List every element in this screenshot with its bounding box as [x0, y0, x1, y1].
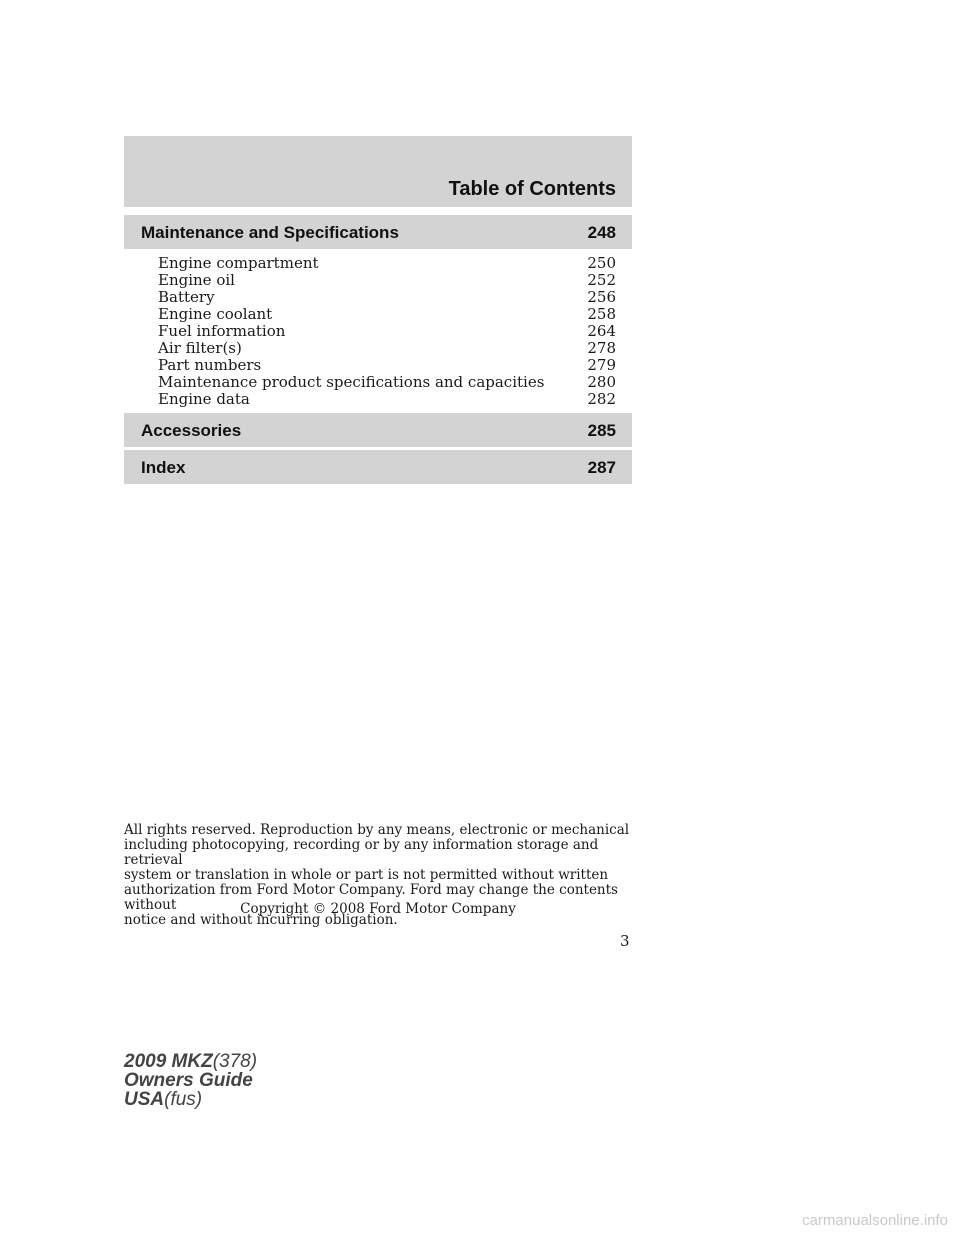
section-title: Index	[141, 458, 186, 477]
section-accessories[interactable]	[124, 413, 632, 447]
entry-page: 250	[587, 254, 616, 272]
entry-label: Maintenance product specifications and capacities	[158, 373, 545, 391]
entry-page: 282	[587, 390, 616, 408]
section-page: 285	[587, 421, 616, 440]
section-page: 287	[587, 458, 616, 477]
toc-entry[interactable]	[158, 323, 616, 340]
footer-market-code: (fus)	[164, 1089, 203, 1110]
toc-entry[interactable]	[158, 306, 616, 323]
toc-entry[interactable]	[158, 255, 616, 272]
footer-market: USA	[124, 1089, 165, 1110]
footer-model-code: (378)	[212, 1051, 258, 1072]
entry-page: 264	[587, 322, 616, 340]
entry-label: Air filter(s)	[158, 339, 242, 357]
toc-entry-list	[158, 255, 616, 408]
copyright-line: including photocopying, recording or by any information storage and retrieval	[124, 837, 599, 868]
entry-page: 252	[587, 271, 616, 289]
entry-page: 280	[587, 373, 616, 391]
document-footer	[124, 1052, 257, 1109]
entry-label: Battery	[158, 288, 215, 306]
copyright-line: system or translation in whole or part is not permitted without written	[124, 867, 609, 883]
entry-label: Engine compartment	[158, 254, 319, 272]
footer-model: 2009 MKZ	[124, 1051, 213, 1072]
toc-entry[interactable]	[158, 374, 616, 391]
entry-label: Part numbers	[158, 356, 262, 374]
toc-header	[124, 136, 632, 207]
toc-entry[interactable]	[158, 357, 616, 374]
entry-page: 256	[587, 288, 616, 306]
toc-entry[interactable]	[158, 289, 616, 306]
entry-label: Fuel information	[158, 322, 286, 340]
entry-label: Engine oil	[158, 271, 235, 289]
copyright-line: authorization from Ford Motor Company. Ford may change the contents without	[124, 882, 618, 913]
toc-entry[interactable]	[158, 391, 616, 408]
toc-entry[interactable]	[158, 340, 616, 357]
section-title: Accessories	[141, 421, 242, 440]
copyright-notice: Copyright © 2008 Ford Motor Company	[240, 901, 516, 917]
entry-label: Engine data	[158, 390, 250, 408]
footer-guide-name: Owners Guide	[124, 1070, 253, 1091]
toc-entry[interactable]	[158, 272, 616, 289]
section-maintenance-specifications[interactable]	[124, 215, 632, 249]
section-title: Maintenance and Specifications	[141, 223, 399, 242]
section-index[interactable]	[124, 450, 632, 484]
copyright-line: All rights reserved. Reproduction by any means, electronic or mechanical	[124, 822, 630, 838]
entry-page: 278	[587, 339, 616, 357]
watermark: carmanualsonline.info	[802, 1212, 948, 1229]
page-title: Table of Contents	[448, 178, 616, 200]
page-number: 3	[620, 932, 630, 950]
entry-label: Engine coolant	[158, 305, 273, 323]
entry-page: 279	[587, 356, 616, 374]
copyright-line: notice and without incurring obligation.	[124, 912, 398, 928]
entry-page: 258	[587, 305, 616, 323]
section-page: 248	[587, 223, 616, 242]
